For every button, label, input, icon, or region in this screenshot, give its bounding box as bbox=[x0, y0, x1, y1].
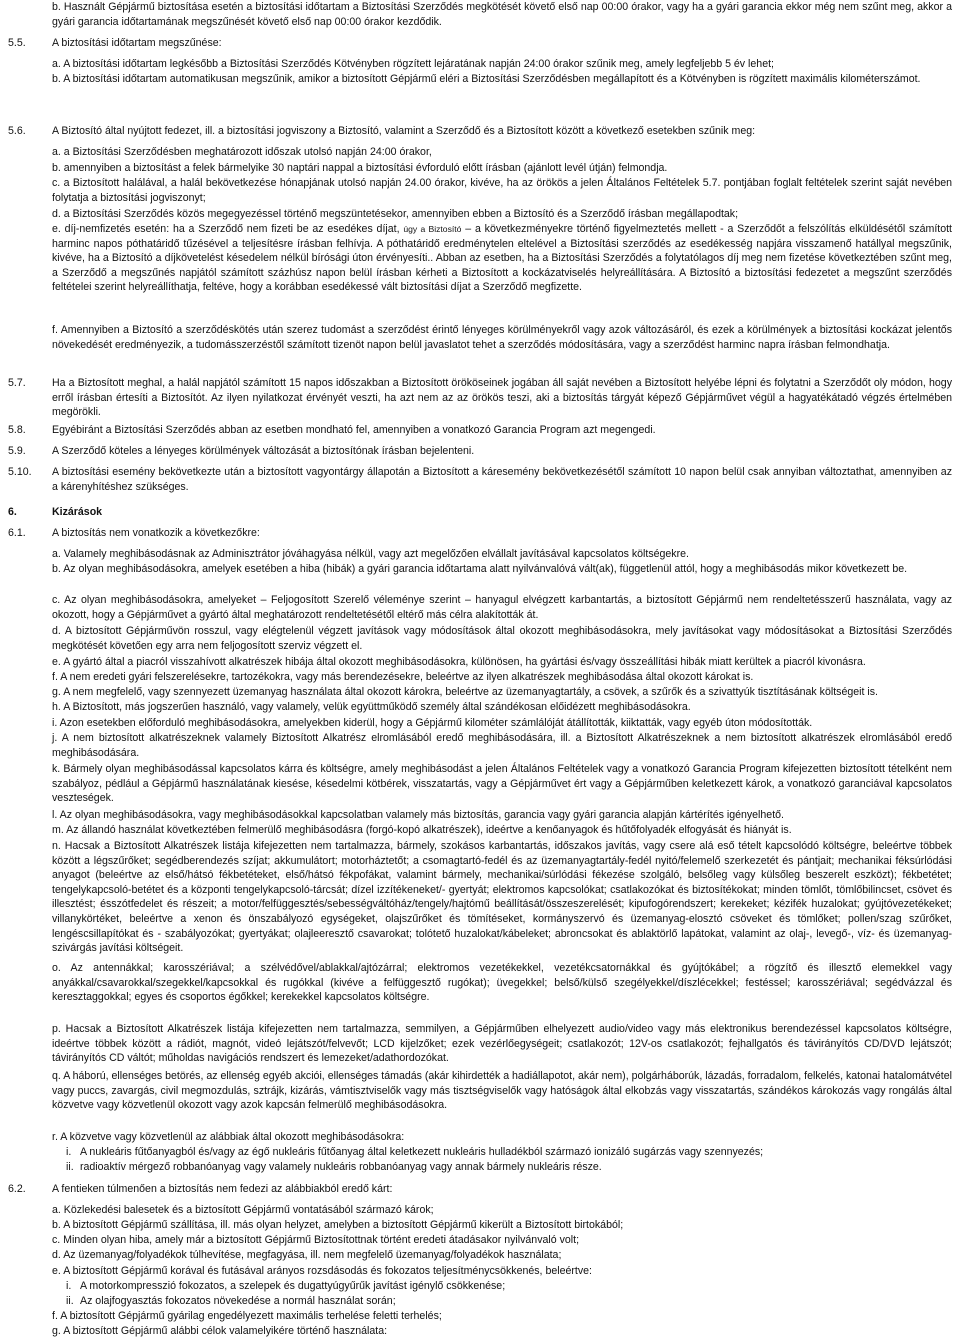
list-item-text: k. Bármely olyan meghibásodással kapcsolatos kárra és költségre, amely meghibásodást a jelen Általános Feltételek vagy a vonatkozó Garancia Program kifejezetten biztosított tételként nem szabályoz, pédlául a Gépjármű használatának kiesése, késedelmi kötbérek, visszatartás, vagy a Gépjárművet ért vagy a Gépjárműben keletkezett károk, a vonatkozó garanciával kapcsolatos veszteségek. bbox=[52, 763, 952, 805]
section-number: 5.8. bbox=[8, 424, 26, 436]
sub-item-text: A motorkompresszió fokozatos, a szelepek és dugattyúgyűrűk javítást igénylő csökkenése; bbox=[80, 1280, 506, 1292]
list-item-text: a. A biztosítási időtartam legkésőbb a Biztosítási Szerződés Kötvényben rögzített lejáratának napján 24:00 órakor szűnik meg, amely legfeljebb 5 év lehet; bbox=[52, 58, 774, 70]
list-item-text: c. Az olyan meghibásodásokra, amelyeket – Feljogosított Szerelő véleménye szerint – hanyagul elvégzett karbantartás, a biztosított Gépjármű nem rendeltetésszerű használata, vagy az okozott, hogy a Gépjárművet a gyártó által meghatározott rendeltetésétől eltérő más célra alakították át. bbox=[52, 594, 952, 621]
section-text: A biztosítási esemény bekövetkezte után a biztosított vagyontárgy állapotán a Biztosított a káresemény bekövetkezésétől számított 10 napon belül csak annyiban változtathat, amennyiben az a kárenyhítéshez szükséges. bbox=[52, 466, 952, 493]
section-number: 5.5. bbox=[8, 37, 26, 49]
section-number: 5.10. bbox=[8, 466, 32, 478]
list-item-text: b. Az olyan meghibásodásokra, amelyek esetében a hiba (hibák) a gyári garancia időtartama alatt nyilvánvalóvá vált(ak), függetlenül attól, hogy a meghibásodás mikor következett be. bbox=[52, 563, 908, 575]
list-item-text: p. Hacsak a Biztosított Alkatrészek listája kifejezetten nem tartalmazza, semmilyen, a Gépjárműben elhelyezett audio/video vagy más elektronikus berendezéssel kapcsolatos költségre, ideértve többek között a rádiót, magnót, videó lejátszót/felvevőt; LCD kijelzőket; ezek vezérlőegységeit; csatlakozót; 12V-os csatlakozót; fejhallgatós és távirányítós CD/DVD lejátszót; távirányítós CD váltót; műholdas navigációs rendszert és lemezeket/adathordozókat. bbox=[52, 1023, 952, 1065]
sub-item-number: ii. bbox=[66, 1161, 74, 1173]
section-text: Ha a Biztosított meghal, a halál napjától számított 15 napos időszakban a Biztosított örököseinek jogában áll saját nevében a Biztosított helyébe lépni és folytatni a Szerződőt oly módon, hogy erről írásban értesíti a Biztosítót. Az ilyen nyilatkozat érvényét veszti, ha azt nem az az örökös teszi, aki a biztosítás tárgyát képező Gépjárművet végül a hagyatékátadó végzés értelmében megörökli. bbox=[52, 377, 952, 419]
list-item-text: l. Az olyan meghibásodásokra, vagy meghibásodásokkal kapcsolatban valamely más biztosítás, garancia vagy gyári garancia alapján kártérítés igényelhető. bbox=[52, 809, 784, 821]
section-title: A Biztosító által nyújtott fedezet, ill. a biztosítási jogviszony a Biztosító, valamint a Szerződő és a Biztosított között a következő esetekben szűnik meg: bbox=[52, 125, 756, 137]
list-item-text: a. Közlekedési balesetek és a biztosított Gépjármű vontatásából származó károk; bbox=[52, 1204, 434, 1216]
text-fragment: e. díj-nemfizetés esetén: ha a Szerződő nem fizeti be az esedékes díjat, bbox=[52, 223, 400, 235]
list-item-text: b. amennyiben a biztosítást a felek bármelyike 30 naptári nappal a biztosítási évforduló előtt írásban (ajánlott levél útján) felmondja. bbox=[52, 162, 668, 174]
section-number: 5.9. bbox=[8, 445, 26, 457]
list-item-text: a. a Biztosítási Szerződésben meghatározott időszak utolsó napján 24:00 órakor, bbox=[52, 146, 432, 158]
sub-item-text: radioaktív mérgező robbanóanyag vagy valamely nukleáris robbanóanyag vagy annak bármely nukleáris része. bbox=[80, 1161, 602, 1173]
list-item-text: q. A háború, ellenséges betörés, az ellenség egyéb akciói, ellenséges támadás (akár kihirdették a hadiállapotot, akár nem), polgárháborúk, lázadás, forradalom, felkelés, katonai hatalomátvétel vagy puccs, zavargás, civil megmozdulás, sztrájk, kizárás, vámtisztviselők vagy más tisztségviselők vagy hatóságok által elkobzás vagy visszatartás, szándékos károkozás vagy rongálás által közvetve vagy közvetlenül okozott vagy azok kapcsán felmerülő meghibásodásokra. bbox=[52, 1070, 952, 1112]
text-fragment: a következményekre történő figyelmeztetés mellett - a Szerződőt a felszólítás elküldésétől számított harminc napos póthatáridő tűzésével a teljesítésre írásban felhívja. A póthatáridő eredménytelen eltelével a Biztosítási szerződés az esedékesség napjára visszamenő hatállyal megszűnik, kivéve, ha a Biztosító a díjkövetelést késedelem nélkül bírósági úton érvényesíti.. Abban az esetben, ha a Biztosítási Szerződés a folytatólagos díj meg nem fizetése következtében szűnt meg, a Szerződő a megszűnés napjától számított százhúsz napon belül írásban kérheti a Biztosított a kockázatviselés helyreállítására. A Biztosító a biztosítási fedezetet a megszűnt szerződés feltételei szerint helyreállíthatja, feltéve, hogy a korábban esedékessé vált biztosítási díjat a Szerződő megfizette. bbox=[52, 223, 952, 294]
sub-item-number: ii. bbox=[66, 1295, 74, 1307]
list-item-text: e. A biztosított Gépjármű korával és futásával arányos rozsdásodás és fokozatos teljesítménycsökkenés, beleértve: bbox=[52, 1265, 592, 1277]
section-number: 5.7. bbox=[8, 377, 26, 389]
list-item-text: m. Az állandó használat következtében felmerülő meghibásodásra (forgó-kopó alkatrészek), ideértve a kenőanyagok és hűtőfolyadék elfogyását és hiányát is. bbox=[52, 824, 792, 836]
list-item-text: f. Amennyiben a Biztosító a szerződéskötés után szerez tudomást a szerződést érintő lényeges körülményekről vagy azok változásáról, és ezek a körülmények a biztosítási kockázat jelentős növekedését eredményezik, a tudomásszerzéstől számított tizenöt napon belül javaslatot tehet a szerződés módosítására, vagy a szerződést harminc napra írásban felmondhatja. bbox=[52, 324, 952, 351]
list-item-text: g. A nem megfelelő, vagy szennyezett üzemanyag használata által okozott károkra, beleértve az üzemanyagtartály, a csövek, a szűrők és a szivattyúk tisztításának költségeit is. bbox=[52, 686, 878, 698]
section-title: A biztosítás nem vonatkozik a következőkre: bbox=[52, 527, 260, 539]
section-title: A fentieken túlmenően a biztosítás nem fedezi az alábbiakból eredő kárt: bbox=[52, 1183, 393, 1195]
sub-item-text: Az olajfogyasztás fokozatos növekedése a normál használat során; bbox=[80, 1295, 396, 1307]
list-item-text: c. a Biztosított halálával, a halál bekövetkezése hónapjának utolsó napján 24.00 órakor, kivéve, ha az örökös a jelen Általános Feltételek 5.7. pontjában foglalt feltételek szerint saját nevében folytatja a biztosítási jogviszonyt; bbox=[52, 177, 952, 204]
section-text: Egyébiránt a Biztosítási Szerződés abban az esetben mondható fel, amennyiben a vonatkozó Garancia Program azt megengedi. bbox=[52, 424, 656, 436]
section-title: Kizárások bbox=[52, 506, 103, 518]
list-item-text: j. A nem biztosított alkatrészeknek valamely Biztosított Alkatrész elromlásából eredő meghibásodására, ill. a Biztosított Alkatrészeknek a nem biztosított alkatrészek elromlásából eredő meghibásodására. bbox=[52, 732, 952, 759]
list-item-text: o. Az antennákkal; karosszériával; a szélvédővel/ablakkal/ajtózárral; elektromos vezetékekkel, vezetékcsatornákkal és gyújtókábel; a rögzítő és illesztő elemekkel vagy anyákkal/csavarokkal/szegekkel/kapcsokkal és rugókkal (kivéve a felfüggesztő rugókat); üvegekkel; belső/külső szegélyekkel/díszlécekkel; festéssel; karosszériával; segédvázzal és keresztaggokkal; egyes és csoportos égőkkel; kerekekkel kapcsolatos költségre. bbox=[52, 962, 952, 1004]
list-item-text: h. A Biztosított, más jogszerűen használó, vagy valamely, velük együttműködő személy által szándékosan előidézett meghibásodásokra. bbox=[52, 701, 691, 713]
sub-item-number: i. bbox=[66, 1146, 72, 1158]
section-number: 6.2. bbox=[8, 1183, 26, 1195]
list-item-text: f. A biztosított Gépjármű gyárilag engedélyezett maximális terhelése feletti terhelés; bbox=[52, 1310, 442, 1322]
list-item-text: b. A biztosítási időtartam automatikusan megszűnik, amikor a biztosított Gépjármű eléri a Biztosítási Szerződésben megállapított és a Kötvényben is rögzített maximális kilométerszámot. bbox=[52, 73, 921, 85]
sub-item-number: i. bbox=[66, 1280, 72, 1292]
text-fragment-small: úgy a Biztosító bbox=[403, 224, 462, 234]
list-item-text: c. Minden olyan hiba, amely már a biztosított Gépjármű Biztosítottnak történt eredeti átadásakor nyilvánvaló volt; bbox=[52, 1234, 580, 1246]
list-item-text: e. díj-nemfizetés esetén: ha a Szerződő nem fizeti be az esedékes díjat, úgy a Biztosító – a következményekre történő figyelmeztetés mellett - a Szerződőt a felszólítás elküldésétől számított harminc napos póthatáridő tűzésével a teljesítésre írásban felhívja. A póthatáridő eredménytelen eltelével a Biztosítási szerződés az esedékesség napjára visszamenő hatállyal megszűnik, kivéve, ha a Biztosító a díjkövetelést késedelem nélkül bírósági úton érvényesíti.. Abban az esetben, ha a Biztosítási Szerződés a folytatólagos díj meg nem fizetése következtében szűnt meg, a Szerződő a megszűnés napjától számított százhúsz napon belül írásban kérheti a Biztosított a kockázatviselés helyreállítására. A Biztosító a biztosítási fedezetet a megszűnt szerződés feltételei szerint helyreállíthatja, feltéve, hogy a korábban esedékessé vált biztosítási díjat a Szerződő megfizette. bbox=[52, 223, 952, 294]
list-item-text: g. A biztosított Gépjármű alábbi célok valamelyikére történő használata: bbox=[52, 1325, 388, 1337]
list-item-text: n. Hacsak a Biztosított Alkatrészek listája kifejezetten nem tartalmazza, bármely, szokásos karbantartás, időszakos javítás, vagy csere alá eső tételt kapcsolódó költségre, beleértve többek között a légszűrőket; segédberendezés szíjat; akkumulátort; motorháztetőt; a csomagtartó-fedél és az üzemanyagtartály-fedél nyitó/felemelő szerkezetét és pántjait; mechanikai féksúrlódási anyagot (beleértve az első/hátsó fékbetéteket, első/hátsó fékpofákat, valamint bármely, mechanikai/súrlódási fékezése szolgáló, belsőleg vagy külsőleg beszerelt eszközt); fékbetétet; tengelykapcsoló-betétet és a központi tengelykapcsoló-tárcsát; dízel izzítékeneket/- gyertyát; elektromos kapcsolókat; csatlakozókat és biztosítékokat; minden tömlőt, tömlőbilincset, csövet és illesztést; ésszótfedelet és részeit; a motor/felfüggesztés/sebességváltóház/tengely/hajtómű beállítását/összeszerelését; kipufogórendszert; kerekeket; kézifék huzalokat; gyújtóvezetékeket; villanykörtéket, beleértve a xenon és önszabályozó egységeket, olajszűrőket és tömítéseket, kormányszervó és üzemanyag-elosztó csöveket és tömlőket; pollen/szag szűrőket, lengéscsillapítókat és - szabályozókat; gyertyákat; olajleeresztő csavarokat; tolótető huzalokat/kábeleket; abroncsokat és ablaktörlő lapátokat, valamint az olaj-, levegő-, víz- és üzemanyag-szivárgás javítási költségeit. bbox=[52, 840, 952, 955]
sub-item-text: A nukleáris fűtőanyagból és/vagy az égő nukleáris fűtőanyag által keletkezett nukleáris hulladékból származó ionizáló sugárzás vagy szennyezés; bbox=[80, 1146, 764, 1158]
section-title: A biztosítási időtartam megszűnése: bbox=[52, 37, 222, 49]
section-number: 5.6. bbox=[8, 125, 26, 137]
list-item-text: r. A közvetve vagy közvetlenül az alábbiak által okozott meghibásodásokra: bbox=[52, 1131, 405, 1143]
list-item-text: d. a Biztosítási Szerződés közös megegyezéssel történő megszüntetésekor, amennyiben ebben a Biztosító és a Szerződő írásban megállapodtak; bbox=[52, 208, 739, 220]
section-text: A Szerződő köteles a lényeges körülmények változását a biztosítónak írásban bejelenteni. bbox=[52, 445, 475, 457]
list-item-text: d. Az üzemanyag/folyadékok túlhevítése, megfagyása, ill. nem megfelelő üzemanyag/folyadékok használata; bbox=[52, 1249, 562, 1261]
list-item-text: b. A biztosított Gépjármű szállítása, ill. más olyan helyzet, amelyben a biztosított Gépjármű kikerült a Biztosított birtokából; bbox=[52, 1219, 624, 1231]
section-number: 6. bbox=[8, 506, 17, 518]
list-item-text: e. A gyártó által a piacról visszahívott alkatrészek hibája által okozott meghibásodásokra, különösen, ha gyártási és/vagy összeállítási hibák miatt kerültek a piacról kivonásra. bbox=[52, 656, 866, 668]
list-item-text: d. A biztosított Gépjárművön rosszul, vagy elégtelenül végzett javítások vagy módosítások által okozott meghibásodásokra, mely javításokat vagy módosításokat a Biztosítási Szerződés megkötését követően egy arra nem feljogosított szerviz végzett el. bbox=[52, 625, 952, 652]
list-item-text: f. A nem eredeti gyári felszerelésekre, tartozékokra, vagy más berendezésekre, beleértve az ilyen alkatrészek meghibásodása által okozott károkat is. bbox=[52, 671, 754, 683]
section-number: 6.1. bbox=[8, 527, 26, 539]
paragraph-text: b. Használt Gépjármű biztosítása esetén a biztosítási időtartam a Biztosítási Szerződés megkötését követő első nap 00:00 órakor, vagy ha a gyári garancia ekkor még nem szűnt meg, akkor a gyári garancia időtartamának megszűnését követő első nap 00:00 órakor kezdődik. bbox=[52, 1, 952, 28]
list-item-text: i. Azon esetekben előforduló meghibásodásokra, amelyekben kiderül, hogy a Gépjármű kilométer számlálóját átállították, kiiktatták, vagy egyéb úton módosították. bbox=[52, 717, 813, 729]
list-item-text: a. Valamely meghibásodásnak az Adminisztrátor jóváhagyása nélkül, vagy azt megelőzően elvállalt javításával kapcsolatos költségekre. bbox=[52, 548, 689, 560]
